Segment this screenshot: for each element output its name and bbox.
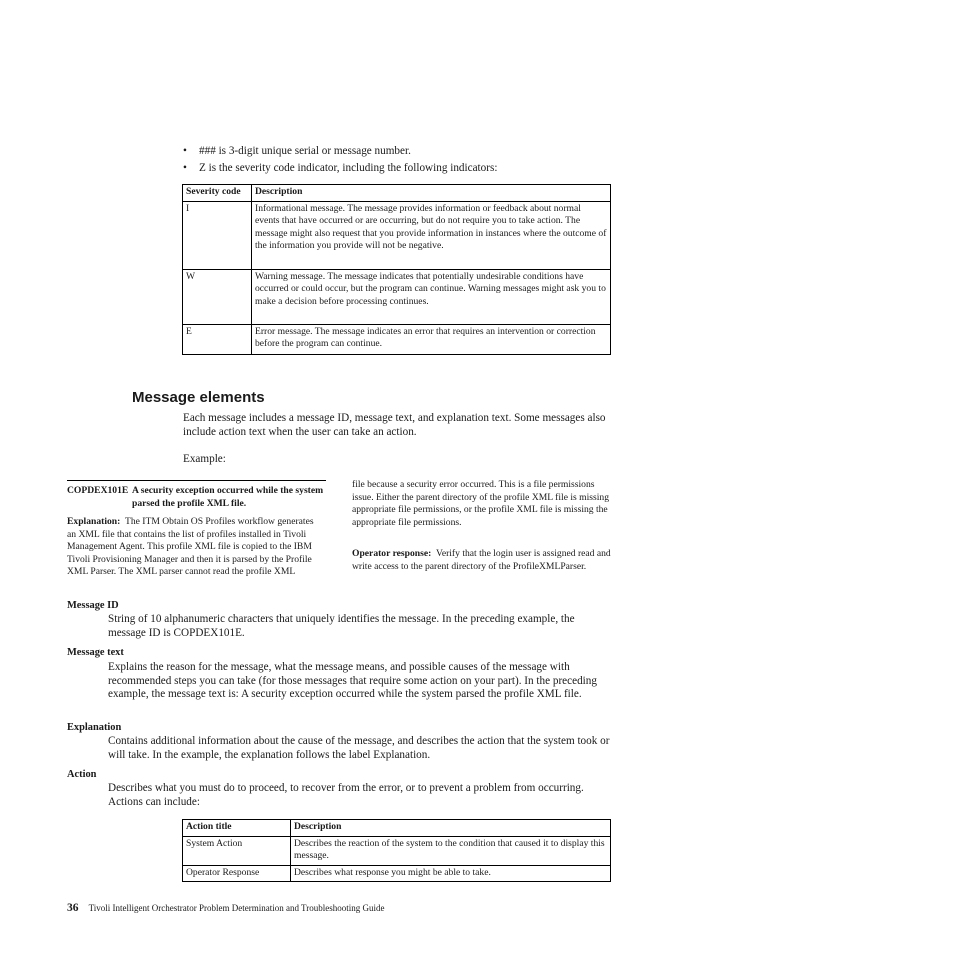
example-operator-response	[352, 548, 612, 573]
column-header: Action title	[183, 820, 291, 837]
section-title: Message elements	[132, 389, 265, 406]
column-header: Description	[291, 820, 611, 837]
explanation-label: Explanation:	[67, 516, 121, 527]
column-header: Severity code	[183, 185, 252, 202]
page-number: 36	[67, 902, 79, 914]
divider	[67, 480, 326, 481]
table-cell: Describes what response you might be able to take.	[291, 865, 611, 882]
bullet-item: • ### is 3-digit unique serial or message number.	[183, 143, 613, 160]
explanation-text: The ITM Obtain OS Profiles workflow generates an XML file that contains the list of profiles installed in Tivoli Management Agent. This profile XML file is copied to the IBM Tivoli Provisioning Manager and then it is parsed by the Profile XML Parser. The XML parser cannot read the profile XML	[67, 516, 314, 577]
table-row	[183, 865, 611, 882]
definition-term: Message ID	[67, 600, 119, 611]
table-row	[183, 836, 611, 865]
definition-description: Explains the reason for the message, what the message means, and possible causes of the message with recommended steps you can take (for those messages that require some action on your part). In the preceding example, the message text is: A security exception occurred while the system parsed the profile XML file.	[108, 661, 597, 700]
table-cell: W	[183, 269, 252, 324]
bullet-list	[183, 143, 613, 177]
definition-term: Message text	[67, 647, 124, 658]
table-row	[183, 201, 611, 269]
table-cell: Describes the reaction of the system to the condition that caused it to display this message.	[291, 836, 611, 865]
table-row	[183, 324, 611, 354]
example-explanation	[67, 516, 325, 579]
table-header-row	[183, 185, 611, 202]
intro-paragraph: Each message includes a message ID, message text, and explanation text. Some messages also include action text when the user can take an action.	[183, 412, 606, 438]
action-table	[182, 819, 611, 882]
footer-title: Tivoli Intelligent Orchestrator Problem Determination and Troubleshooting Guide	[88, 903, 385, 913]
column-header: Description	[252, 185, 611, 202]
definition-term: Action	[67, 769, 97, 780]
definition-description: Describes what you must do to proceed, to recover from the error, or to prevent a problem from occurring. Actions can include:	[108, 782, 584, 808]
operator-text: Verify that the login user is assigned read and write access to the parent directory of the ProfileXMLParser.	[352, 548, 611, 572]
table-cell: E	[183, 324, 252, 354]
bullet-item: • Z is the severity code indicator, including the following indicators:	[183, 160, 613, 177]
table-cell: Error message. The message indicates an error that requires an intervention or correction before the program can continue.	[252, 324, 611, 354]
example-message-id: COPDEX101E	[67, 485, 129, 496]
definition-term: Explanation	[67, 722, 122, 733]
table-header-row	[183, 820, 611, 837]
example-label: Example:	[183, 453, 226, 465]
page-footer	[67, 902, 384, 914]
example-message-text: A security exception occurred while the system parsed the profile XML file.	[132, 485, 324, 509]
example-explanation-continued: file because a security error occurred. This is a file permissions issue. Either the parent directory of the profile XML file is missing appropriate file permissions, or the profile XML file is missing the appropriate file permissions.	[352, 479, 610, 528]
table-cell: System Action	[183, 836, 291, 865]
table-row	[183, 269, 611, 324]
table-cell: Informational message. The message provides information or feedback about normal events that have occurred or are occurring, but do not require you to take action. The message might also request that you provide information in instances where the outcome of the information you provide will not be negative.	[252, 201, 611, 269]
table-cell: I	[183, 201, 252, 269]
operator-label: Operator response:	[352, 548, 432, 559]
severity-table	[182, 184, 611, 355]
definition-description: String of 10 alphanumeric characters that uniquely identifies the message. In the preceding example, the message ID is COPDEX101E.	[108, 613, 575, 639]
table-cell: Operator Response	[183, 865, 291, 882]
definition-description: Contains additional information about the cause of the message, and describes the action that the system took or will take. In the example, the explanation follows the label Explanation.	[108, 735, 610, 761]
table-cell: Warning message. The message indicates that potentially undesirable conditions have occurred or could occur, but the program can continue. Warning messages might ask you to make a decision before processing continues.	[252, 269, 611, 324]
